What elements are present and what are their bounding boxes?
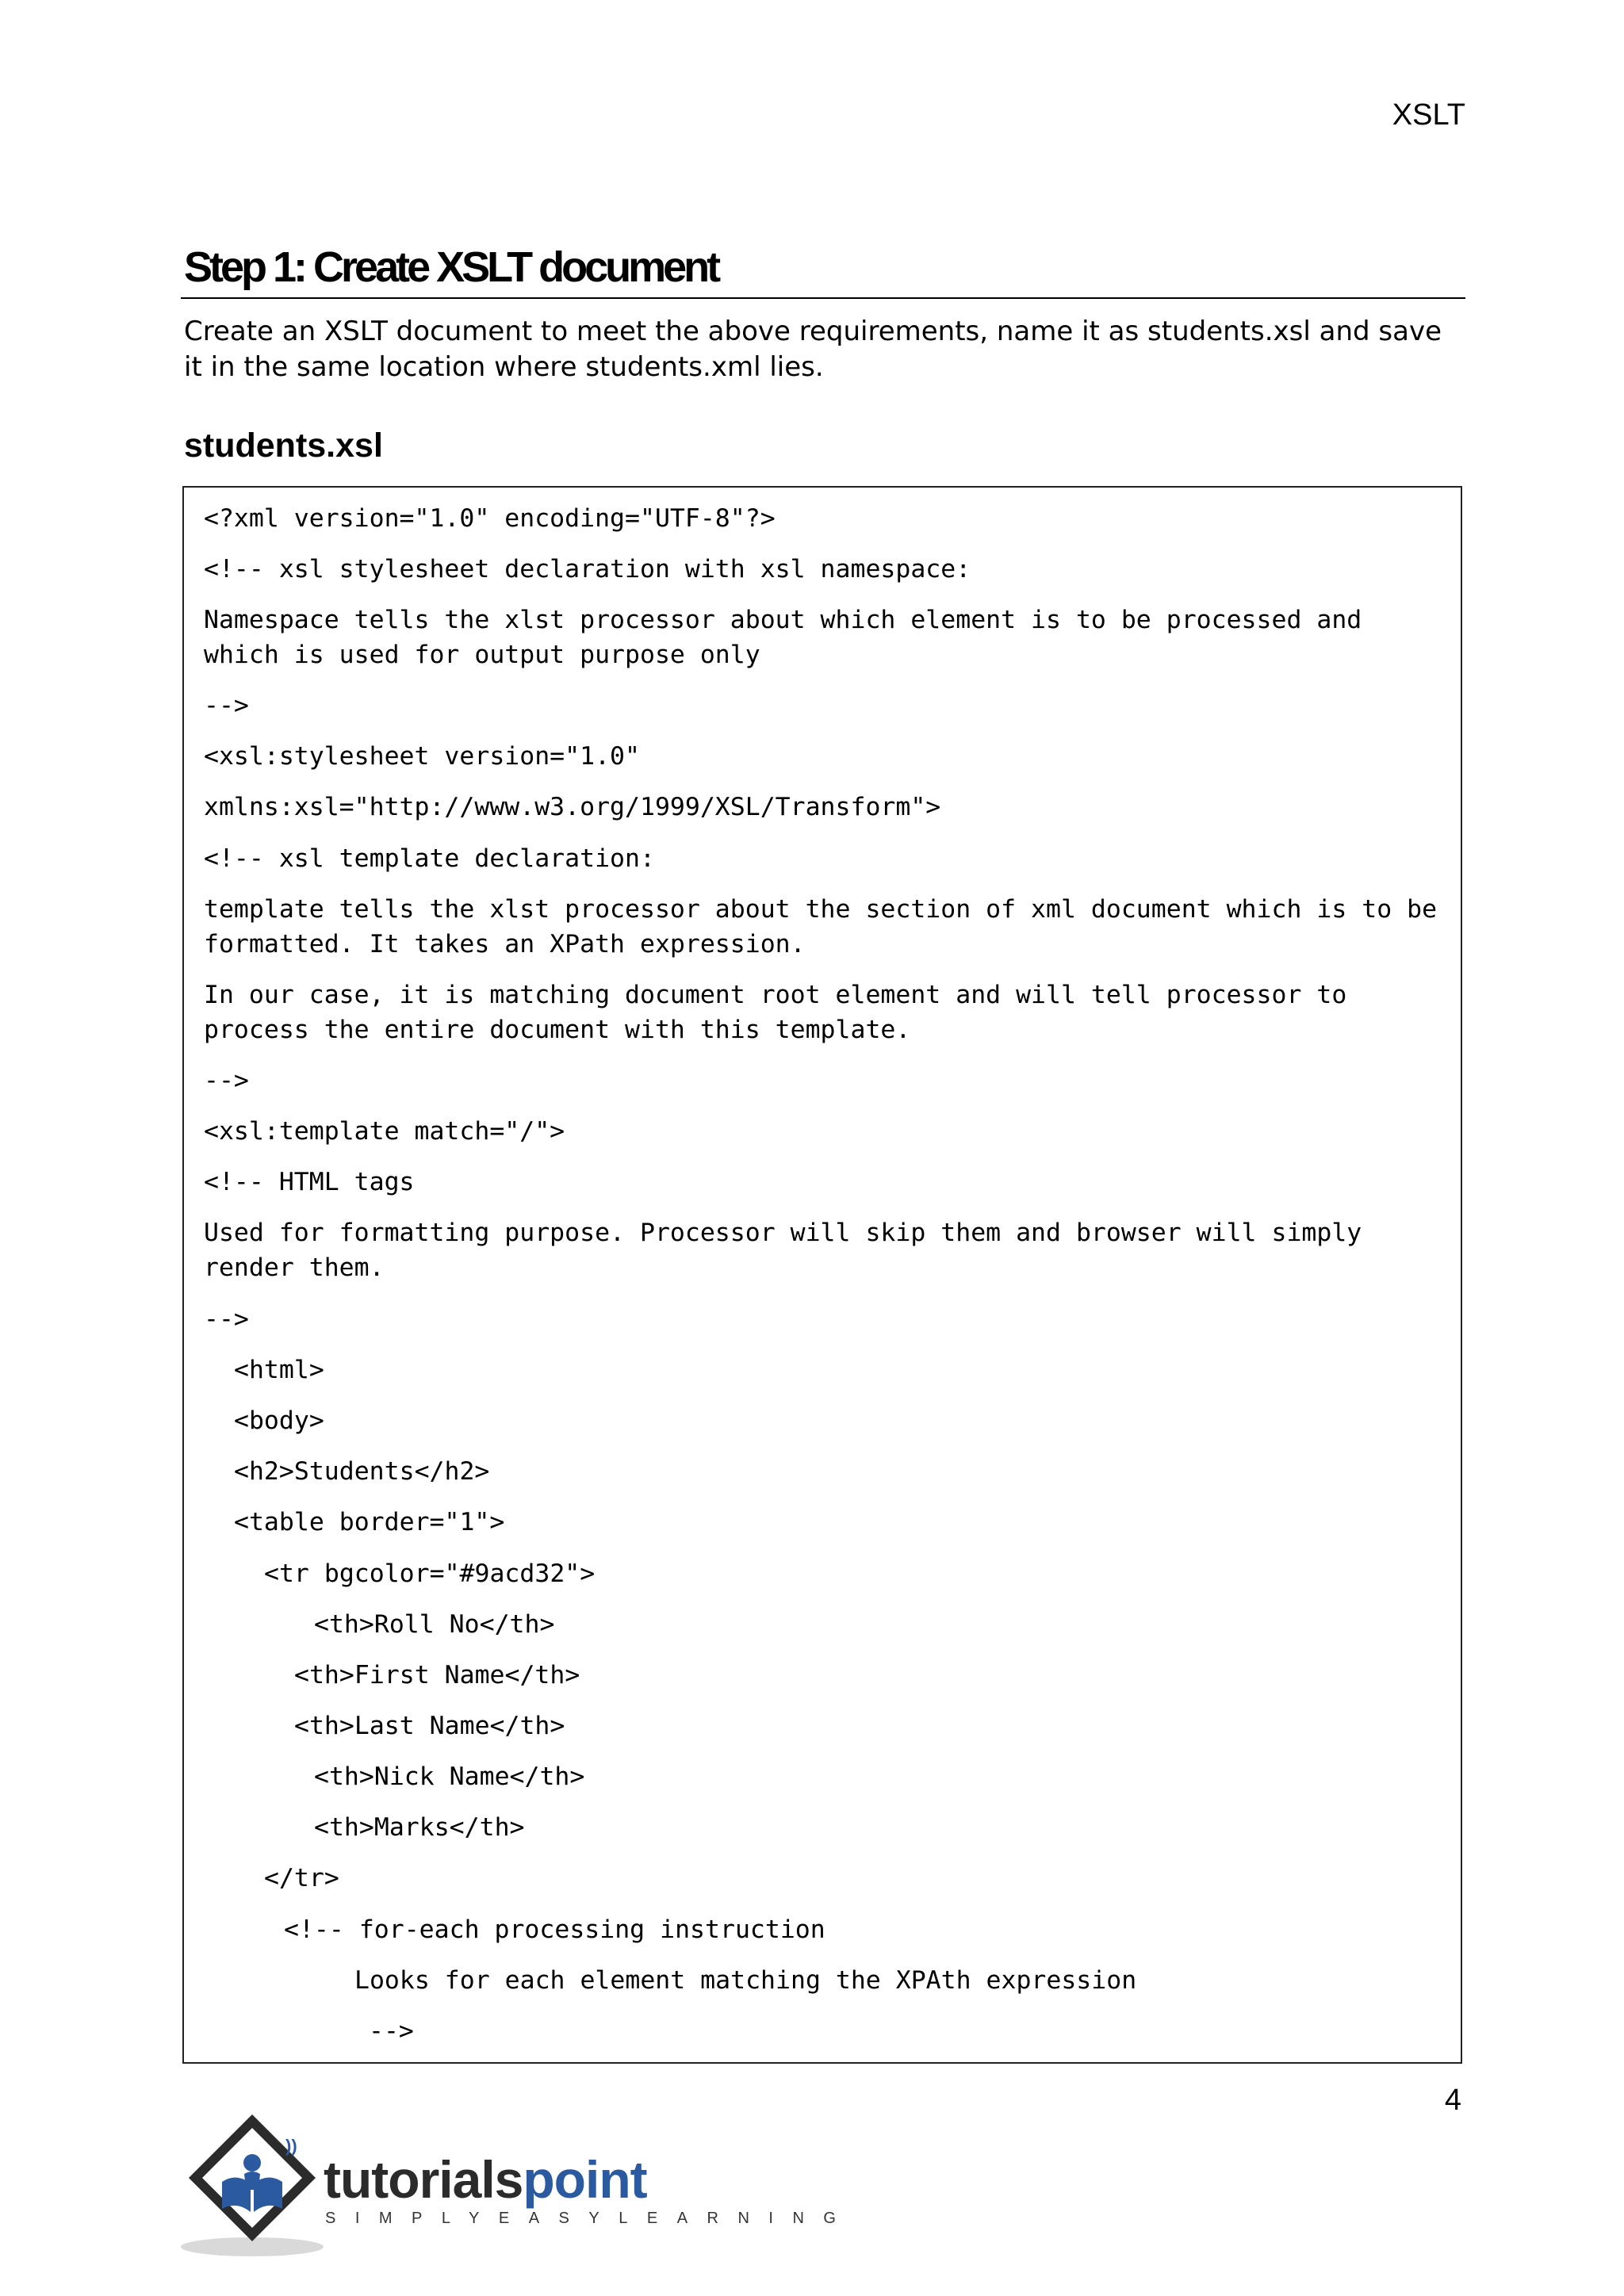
code-line: <tr bgcolor="#9acd32"> bbox=[264, 1559, 596, 1588]
page-number: 4 bbox=[1444, 2084, 1461, 2117]
code-line: In our case, it is matching document root element and will tell processor to bbox=[204, 981, 1347, 1009]
code-line: formatted. It takes an XPath expression. bbox=[204, 930, 806, 959]
code-line: <th>First Name</th> bbox=[294, 1661, 580, 1689]
code-line: Namespace tells the xlst processor about which element is to be processed and bbox=[204, 606, 1362, 634]
code-line: <xsl:stylesheet version="1.0" bbox=[204, 742, 640, 771]
code-line: which is used for output purpose only bbox=[204, 641, 760, 669]
code-line: process the entire document with this template. bbox=[204, 1016, 911, 1044]
logo-wordmark: tutorialspoint bbox=[324, 2150, 647, 2209]
code-line: <th>Roll No</th> bbox=[314, 1610, 555, 1639]
code-line: <html> bbox=[234, 1356, 324, 1384]
code-line: <xsl:template match="/"> bbox=[204, 1117, 565, 1146]
file-name-heading: students.xsl bbox=[184, 427, 383, 465]
code-line: <!-- HTML tags bbox=[204, 1168, 415, 1196]
code-line: Looks for each element matching the XPAth expression bbox=[354, 1966, 1137, 1995]
code-line: --> bbox=[369, 2017, 414, 2045]
intro-line-1: Create an XSLT document to meet the above requirements, name it as students.xsl and save bbox=[184, 316, 1442, 347]
code-line: --> bbox=[204, 691, 249, 720]
running-header: XSLT bbox=[1392, 98, 1465, 132]
section-heading: Step 1: Create XSLT document bbox=[184, 243, 718, 291]
code-line: template tells the xlst processor about the section of xml document which is to be bbox=[204, 895, 1438, 924]
code-line: render them. bbox=[204, 1253, 385, 1282]
heading-rule bbox=[181, 297, 1465, 299]
code-line: <!-- xsl template declaration: bbox=[204, 844, 655, 873]
logo-tagline: SIMPLYEASYLEARNING bbox=[325, 2210, 856, 2227]
code-line: <!-- for-each processing instruction bbox=[284, 1915, 825, 1944]
code-line: <?xml version="1.0" encoding="UTF-8"?> bbox=[204, 504, 776, 533]
code-line: <body> bbox=[234, 1406, 324, 1435]
intro-paragraph bbox=[184, 314, 1469, 385]
code-block bbox=[182, 486, 1462, 2064]
code-line: </tr> bbox=[264, 1864, 339, 1892]
code-line: <th>Last Name</th> bbox=[294, 1712, 565, 1740]
code-line: xmlns:xsl="http://www.w3.org/1999/XSL/Transform"> bbox=[204, 793, 941, 821]
code-line: Used for formatting purpose. Processor will skip them and browser will simply bbox=[204, 1219, 1362, 1247]
code-line: --> bbox=[204, 1305, 249, 1334]
code-line: --> bbox=[204, 1066, 249, 1095]
code-line: <th>Marks</th> bbox=[314, 1813, 525, 1842]
svg-text:)): )) bbox=[285, 2136, 297, 2156]
intro-line-2: it in the same location where students.xml lies. bbox=[184, 351, 824, 383]
code-line: <th>Nick Name</th> bbox=[314, 1762, 585, 1791]
tutorialspoint-logo bbox=[181, 2110, 856, 2261]
code-line: <!-- xsl stylesheet declaration with xsl namespace: bbox=[204, 555, 971, 584]
code-line: <h2>Students</h2> bbox=[234, 1457, 490, 1486]
code-line: <table border="1"> bbox=[234, 1508, 505, 1536]
